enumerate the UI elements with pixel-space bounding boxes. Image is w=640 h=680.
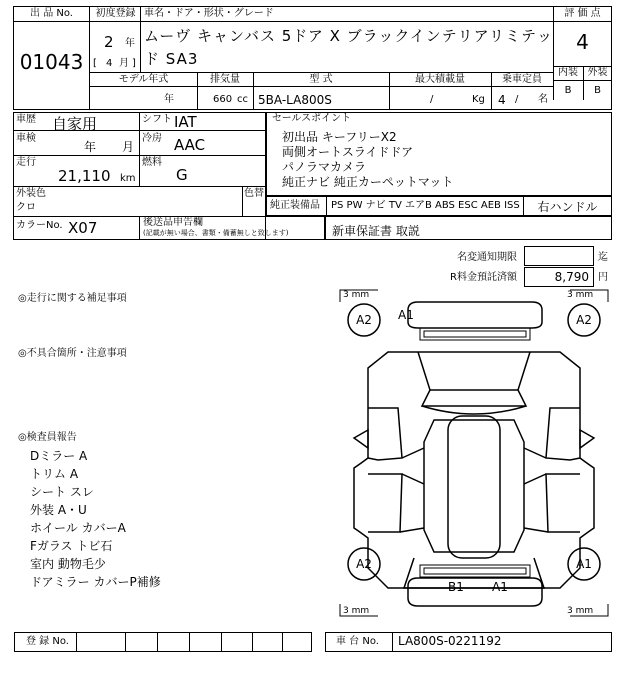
model-year-label: モデル年式 — [118, 74, 169, 85]
color-change-label: 色替 — [244, 188, 264, 199]
docs-label: 後送品申告欄 — [143, 217, 203, 228]
chassis-number: LA800S-0221192 — [398, 634, 502, 648]
recycle-value: 8,790 — [524, 267, 594, 287]
capacity-value: 4 — [498, 93, 506, 107]
fuel-label: 燃料 — [142, 157, 162, 168]
driving-remarks-title: ◎走行に関する補足事項 — [18, 293, 127, 304]
lot-label: 出 品 No. — [30, 8, 73, 19]
grade-rear-right: A1 — [576, 557, 592, 571]
tire-tread-tl: 3 mm — [343, 290, 370, 300]
reg-month: 4 — [106, 58, 113, 69]
inspector-item-1: Dミラー A — [30, 449, 88, 463]
reg-year: 2 — [104, 33, 114, 51]
inspector-item-4: 外装 A・U — [30, 503, 87, 517]
lot-number: 01043 — [19, 50, 84, 74]
exterior-label: 外装 — [587, 67, 608, 78]
capacity-label: 乗車定員 — [502, 74, 542, 85]
mileage-label: 走行 — [16, 157, 36, 168]
inspector-item-2: トリム A — [30, 467, 79, 481]
sales-point-3: パノラマカメラ — [282, 160, 367, 174]
ext-color-label: 外装色 — [16, 188, 46, 199]
docs-note: (記載が無い場合、書類・備蓄無しと致します) — [143, 229, 289, 237]
interior-score: B — [564, 85, 572, 96]
capacity-unit: 名 — [538, 94, 548, 105]
type-label: 型 式 — [309, 74, 333, 85]
equipment-items: PS PW ナビ TV エアB ABS ESC AEB ISS — [331, 200, 520, 211]
color-no-label: カラーNo. — [16, 220, 63, 231]
grade-front-right: A2 — [576, 313, 592, 327]
tire-tread-tr: 3 mm — [567, 290, 594, 300]
month-bracket-close: ] — [132, 58, 136, 69]
fuel-value: G — [176, 166, 188, 184]
rear-grade-right: A1 — [492, 580, 508, 594]
max-load-unit: Kg — [472, 94, 485, 105]
reg-month-unit: 月 — [119, 58, 129, 69]
equipment-label: 純正装備品 — [270, 200, 320, 211]
max-load-label: 最大積載量 — [415, 74, 465, 85]
displacement-unit: cc — [237, 94, 248, 105]
interior-label: 内装 — [558, 67, 578, 78]
grade-rear-left: A2 — [356, 557, 372, 571]
tire-tread-br: 3 mm — [567, 606, 594, 616]
ac-label: 冷房 — [142, 133, 162, 144]
mileage-value: 21,110 — [58, 167, 111, 185]
exterior-score: B — [594, 85, 601, 96]
steering-value: 右ハンドル — [537, 200, 598, 214]
sales-points-title: セールスポイント — [272, 113, 352, 124]
car-name-label: 車名・ドア・形状・グレード — [144, 8, 274, 19]
car-name-line2: ド SA3 — [144, 50, 199, 68]
reg-no-label: 登 録 No. — [26, 636, 69, 647]
front-bumper-grade: A1 — [398, 308, 414, 322]
capacity-sep: / — [515, 94, 519, 105]
grade-front-left: A2 — [356, 313, 372, 327]
sales-point-1: 初出品 キーフリーX2 — [282, 130, 397, 144]
displacement-value: 660 — [213, 94, 233, 105]
history-label: 車歴 — [16, 114, 36, 125]
shift-label: シフト — [142, 114, 172, 125]
inspector-item-6: Fガラス トビ石 — [30, 539, 113, 553]
guarantee-cell — [325, 216, 612, 240]
rear-grade-left: B1 — [448, 580, 464, 594]
month-bracket-open: [ — [93, 58, 97, 69]
model-year-unit: 年 — [164, 94, 174, 105]
car-name-line1: ムーヴ キャンバス 5ドア X ブラックインテリアリミテッ — [144, 27, 553, 45]
guarantee-value: 新車保証書 取説 — [332, 224, 420, 238]
sales-point-2: 両側オートスライドドア — [282, 145, 414, 159]
type-value: 5BA-LA800S — [258, 93, 332, 107]
inspection-year: 年 — [84, 140, 97, 154]
fix-deadline-box — [524, 246, 594, 266]
history-value: 自家用 — [52, 115, 98, 133]
eval-score: 4 — [576, 30, 589, 54]
first-reg-label: 初度登録 — [95, 8, 136, 19]
inspector-item-7: 室内 動物毛少 — [30, 557, 106, 571]
fix-deadline-unit: 迄 — [598, 252, 608, 263]
ac-value: AAC — [174, 136, 206, 154]
recycle-label: R料金預託済額 — [450, 272, 517, 283]
chassis-label: 車 台 No. — [336, 636, 379, 647]
color-no-value: X07 — [68, 219, 98, 237]
tire-tread-bl: 3 mm — [343, 606, 370, 616]
ext-color-value: クロ — [16, 202, 36, 213]
displacement-label: 排気量 — [210, 74, 240, 85]
inspection-label: 車検 — [16, 133, 36, 144]
recycle-unit: 円 — [598, 272, 608, 283]
inspector-item-5: ホイール カバーA — [30, 521, 126, 535]
inspector-report-title: ◎検査員報告 — [18, 432, 77, 443]
eval-label: 評 価 点 — [564, 8, 601, 19]
sales-point-4: 純正ナビ 純正カーペットマット — [282, 175, 454, 189]
inspector-item-8: ドアミラー カバーP補修 — [30, 575, 161, 589]
fix-deadline-label: 名変通知期限 — [457, 252, 517, 263]
max-load-value: / — [430, 94, 434, 105]
reg-year-unit: 年 — [125, 38, 135, 49]
mileage-unit: km — [120, 173, 136, 184]
defect-remarks-title: ◎不具合箇所・注意事項 — [18, 348, 127, 359]
shift-value: IAT — [174, 113, 197, 131]
inspection-month: 月 — [122, 140, 135, 154]
inspector-item-3: シート スレ — [30, 485, 94, 499]
